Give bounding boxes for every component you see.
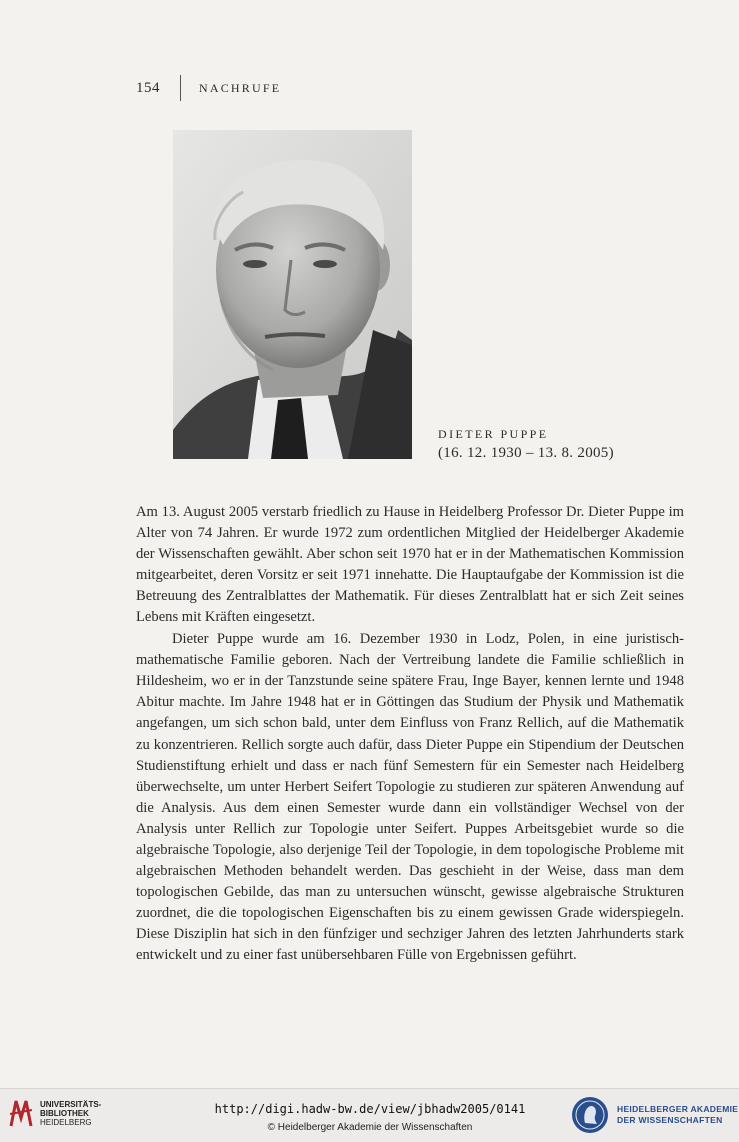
permalink[interactable]: http://digi.hadw-bw.de/view/jbhadw2005/0141 bbox=[214, 1102, 526, 1116]
page-header bbox=[136, 76, 281, 100]
academy-seal-icon bbox=[571, 1096, 609, 1134]
copyright-notice: © Heidelberger Akademie der Wissenschaften bbox=[267, 1122, 473, 1133]
header-divider bbox=[180, 75, 181, 101]
academy-name-line2: DER WISSENSCHAFTEN bbox=[617, 1115, 723, 1125]
portrait-caption bbox=[438, 427, 614, 462]
academy-logo[interactable] bbox=[571, 1096, 738, 1134]
footer-bar bbox=[0, 1088, 739, 1142]
portrait-photo bbox=[173, 130, 412, 459]
library-emblem-icon bbox=[8, 1098, 34, 1128]
caption-dates: (16. 12. 1930 – 13. 8. 2005) bbox=[438, 445, 614, 461]
academy-name-line1: HEIDELBERGER AKADEMIE bbox=[617, 1104, 739, 1114]
paragraph: Dieter Puppe wurde am 16. Dezember 1930 in Lodz, Polen, in eine juristisch-mathematische Familie geboren. Nach der Vertreibung landete die Familie schließlich in Hildesheim, wo er in der Tanzstunde seine spätere Frau, Inge Bayer, kennen lernte und 1948 Abitur machte. Im Jahre 1948 hat er in Göttingen das Studium der Physik und Mathematik angefangen, um sich schon bald, unter dem Einfluss von Franz Rellich, auf die Mathematik zu konzentrieren. Rellich sorgte auch dafür, dass Dieter Puppe ein Stipendium der Deutschen Studienstiftung erhielt und dass er nach fünf Semestern für ein Semester nach Heidelberg überwechselte, um unter Herbert Seifert Topologie zu studieren zur späteren Anwendung auf die Analysis. Aus dem einen Semester wurde dann ein vollständiger Wechsel von der Analysis unter Rellich zur Topologie unter Seifert. Puppes Arbeitsgebiet wurde so die algebraische Topologie, also derjenige Teil der Topologie, in dem topologische Probleme mit algebraischen Methoden behandelt werden. Das geschieht in der Weise, dass man dem topologischen Gebilde, das man zu untersuchen wünscht, gewisse algebraische Strukturen zuordnet, die die topologischen Eigenschaften bis zu einem gewissen Grade widerspiegeln. Diese Disziplin hat sich in den fünfziger und sechziger Jahren des letzten Jahrhunderts stark entwickelt und zu einer fast unübersehbaren Fülle von Ergebnissen geführt. bbox=[136, 631, 684, 963]
paragraph: Am 13. August 2005 verstarb friedlich zu Hause in Heidelberg Professor Dr. Dieter Puppe im Alter von 74 Jahren. Er wurde 1972 zum ordentlichen Mitglied der Heidelberger Akademie der Wissenschaften gewählt. Aber schon seit 1970 hat er in der Mathematischen Kommission mitgearbeitet, deren Vorsitz er seit 1971 innehatte. Die Hauptaufgabe der Kommission ist die Betreuung des Zentralblattes der Mathematik. Für dieses Zentralblatt hat er sich Zeit seines Lebens mit Kräften eingesetzt. bbox=[136, 504, 684, 626]
caption-name: DIETER PUPPE bbox=[438, 427, 549, 441]
library-logo[interactable] bbox=[8, 1098, 101, 1128]
library-name-2: BIBLIOTHEK bbox=[40, 1108, 89, 1118]
running-head: NACHRUFE bbox=[199, 80, 282, 95]
library-name: UNIVERSITÄTS- bbox=[40, 1099, 102, 1109]
library-city: HEIDELBERG bbox=[40, 1117, 92, 1127]
page-number: 154 bbox=[136, 79, 160, 96]
obituary-text bbox=[136, 502, 684, 966]
